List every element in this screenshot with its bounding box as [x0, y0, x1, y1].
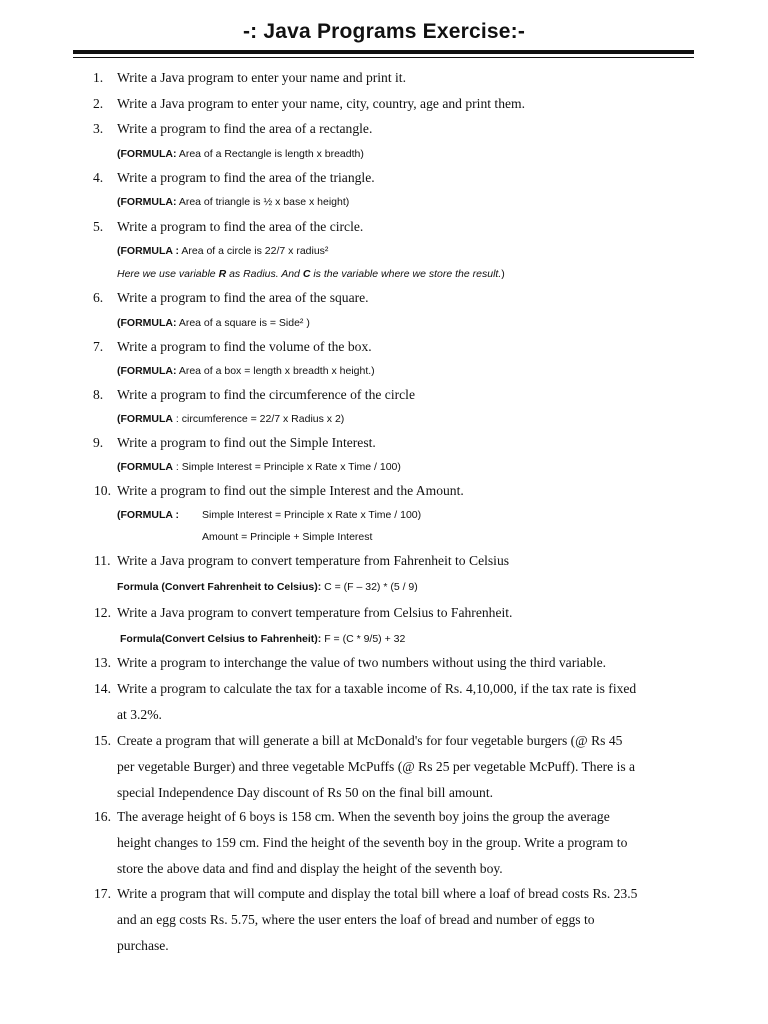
formula-label: (FORMULA:	[117, 196, 177, 208]
formula-text: Area of a square is = Side² )	[176, 317, 310, 329]
note-end: )	[501, 268, 505, 280]
item-text: Write a program to find the circumference of the circle	[117, 387, 415, 402]
item-number: 10.	[94, 483, 111, 498]
formula-label: (FORMULA :	[117, 245, 180, 257]
formula-text: : circumference = 22/7 x Radius x 2)	[173, 413, 345, 425]
list-item	[93, 120, 707, 138]
formula-line	[117, 244, 328, 258]
item-number: 4.	[93, 170, 104, 185]
item-continuation: per vegetable Burger) and three vegetable McPuffs (@ Rs 25 per vegetable McPuff). There is a	[117, 759, 636, 774]
title-underline-thick	[73, 50, 694, 54]
formula-text: : Simple Interest = Principle x Rate x Time / 100)	[173, 461, 401, 473]
item-text: Write a program to find out the Simple Interest.	[117, 435, 376, 450]
item-continuation: and an egg costs Rs. 5.75, where the user enters the loaf of bread and number of eggs to	[117, 912, 595, 927]
list-item	[93, 218, 707, 236]
note-text: is the variable where we store the result.	[310, 268, 502, 280]
item-text: Write a program to find the area of the circle.	[117, 219, 364, 234]
list-item	[94, 654, 707, 672]
item-number: 7.	[93, 339, 104, 354]
item-text: Write a program to find the area of a rectangle.	[117, 121, 373, 136]
item-text: Write a program to calculate the tax for a taxable income of Rs. 4,10,000, if the tax rate is fixed	[117, 681, 637, 696]
formula-line	[117, 460, 401, 474]
formula-line	[117, 580, 418, 594]
note-var-r: R	[218, 268, 227, 280]
list-item	[93, 338, 707, 356]
item-text: Write a program to find the volume of the box.	[117, 339, 372, 354]
formula-line	[117, 147, 364, 161]
list-item	[93, 69, 707, 87]
note-var-c: C	[302, 268, 311, 280]
list-item	[93, 95, 707, 113]
item-text: Write a program to find the area of the square.	[117, 290, 369, 305]
formula-line	[120, 632, 405, 646]
formula-label: (FORMULA:	[117, 317, 177, 329]
list-item	[94, 808, 707, 826]
formula-text: F = (C * 9/5) + 32	[321, 633, 406, 645]
item-number: 11.	[94, 553, 111, 568]
item-text: Write a program that will compute and display the total bill where a loaf of bread costs Rs. 23.5	[117, 886, 638, 901]
item-continuation: height changes to 159 cm. Find the height of the seventh boy in the group. Write a program to	[117, 835, 628, 850]
formula-line	[117, 412, 344, 426]
item-text: Write a program to interchange the value of two numbers without using the third variable.	[117, 655, 607, 670]
formula-label: (FORMULA :	[117, 509, 180, 521]
note-text: Here we use variable	[117, 268, 219, 280]
item-number: 12.	[94, 605, 111, 620]
formula-label: (FORMULA:	[117, 365, 177, 377]
item-number: 8.	[93, 387, 104, 402]
formula-text: Area of a Rectangle is length x breadth)	[176, 148, 364, 160]
list-item	[93, 434, 707, 452]
item-text: Write a Java program to convert temperature from Fahrenheit to Celsius	[117, 553, 510, 568]
item-continuation: store the above data and find and display the height of the seventh boy.	[117, 861, 503, 876]
formula-text: Area of a box = length x breadth x height.)	[176, 365, 375, 377]
formula-note	[117, 267, 505, 281]
item-continuation: special Independence Day discount of Rs 50 on the final bill amount.	[117, 785, 493, 800]
item-text: Write a program to find out the simple Interest and the Amount.	[117, 483, 464, 498]
page-title: -: Java Programs Exercise:-	[242, 20, 526, 43]
item-text: Write a Java program to enter your name, city, country, age and print them.	[117, 96, 525, 111]
item-text: Create a program that will generate a bill at McDonald's for four vegetable burgers (@ Rs 45	[117, 733, 623, 748]
list-item	[93, 289, 707, 307]
list-item	[94, 604, 707, 622]
item-number: 17.	[94, 886, 111, 901]
formula-text: Area of a circle is 22/7 x radius²	[179, 245, 329, 257]
list-item	[94, 885, 707, 903]
item-number: 13.	[94, 655, 111, 670]
item-number: 15.	[94, 733, 111, 748]
list-item	[94, 552, 707, 570]
item-continuation: at 3.2%.	[117, 707, 162, 722]
item-text: Write a program to find the area of the triangle.	[117, 170, 375, 185]
list-item	[93, 169, 707, 187]
item-text: The average height of 6 boys is 158 cm. When the seventh boy joins the group the average	[117, 809, 610, 824]
formula-label: (FORMULA	[117, 461, 173, 473]
title-underline-thin	[73, 57, 694, 58]
formula-line-2	[202, 530, 372, 544]
formula-line	[117, 195, 349, 209]
item-text: Write a Java program to enter your name and print it.	[117, 70, 406, 85]
item-number: 9.	[93, 435, 104, 450]
item-number: 2.	[93, 96, 104, 111]
item-continuation: purchase.	[117, 938, 169, 953]
formula-line	[117, 364, 375, 378]
list-item	[93, 386, 707, 404]
item-number: 14.	[94, 681, 111, 696]
list-item	[94, 680, 707, 698]
formula-line	[117, 316, 310, 330]
formula-label: (FORMULA	[117, 413, 173, 425]
list-item	[94, 732, 707, 750]
formula-text: Simple Interest = Principle x Rate x Time / 100)	[202, 509, 422, 521]
item-text: Write a Java program to convert temperature from Celsius to Fahrenheit.	[117, 605, 513, 620]
formula-label: Formula (Convert Fahrenheit to Celsius):	[117, 581, 322, 593]
formula-text: Amount = Principle + Simple Interest	[202, 531, 373, 543]
formula-line	[117, 508, 421, 522]
item-number: 16.	[94, 809, 111, 824]
item-number: 1.	[93, 70, 104, 85]
formula-text: C = (F – 32) * (5 / 9)	[321, 581, 418, 593]
list-item	[94, 482, 707, 500]
note-text: as Radius. And	[226, 268, 303, 280]
item-number: 3.	[93, 121, 104, 136]
formula-label: Formula(Convert Celsius to Fahrenheit):	[120, 633, 322, 645]
formula-text: Area of triangle is ½ x base x height)	[176, 196, 350, 208]
item-number: 6.	[93, 290, 104, 305]
item-number: 5.	[93, 219, 104, 234]
formula-label: (FORMULA:	[117, 148, 177, 160]
